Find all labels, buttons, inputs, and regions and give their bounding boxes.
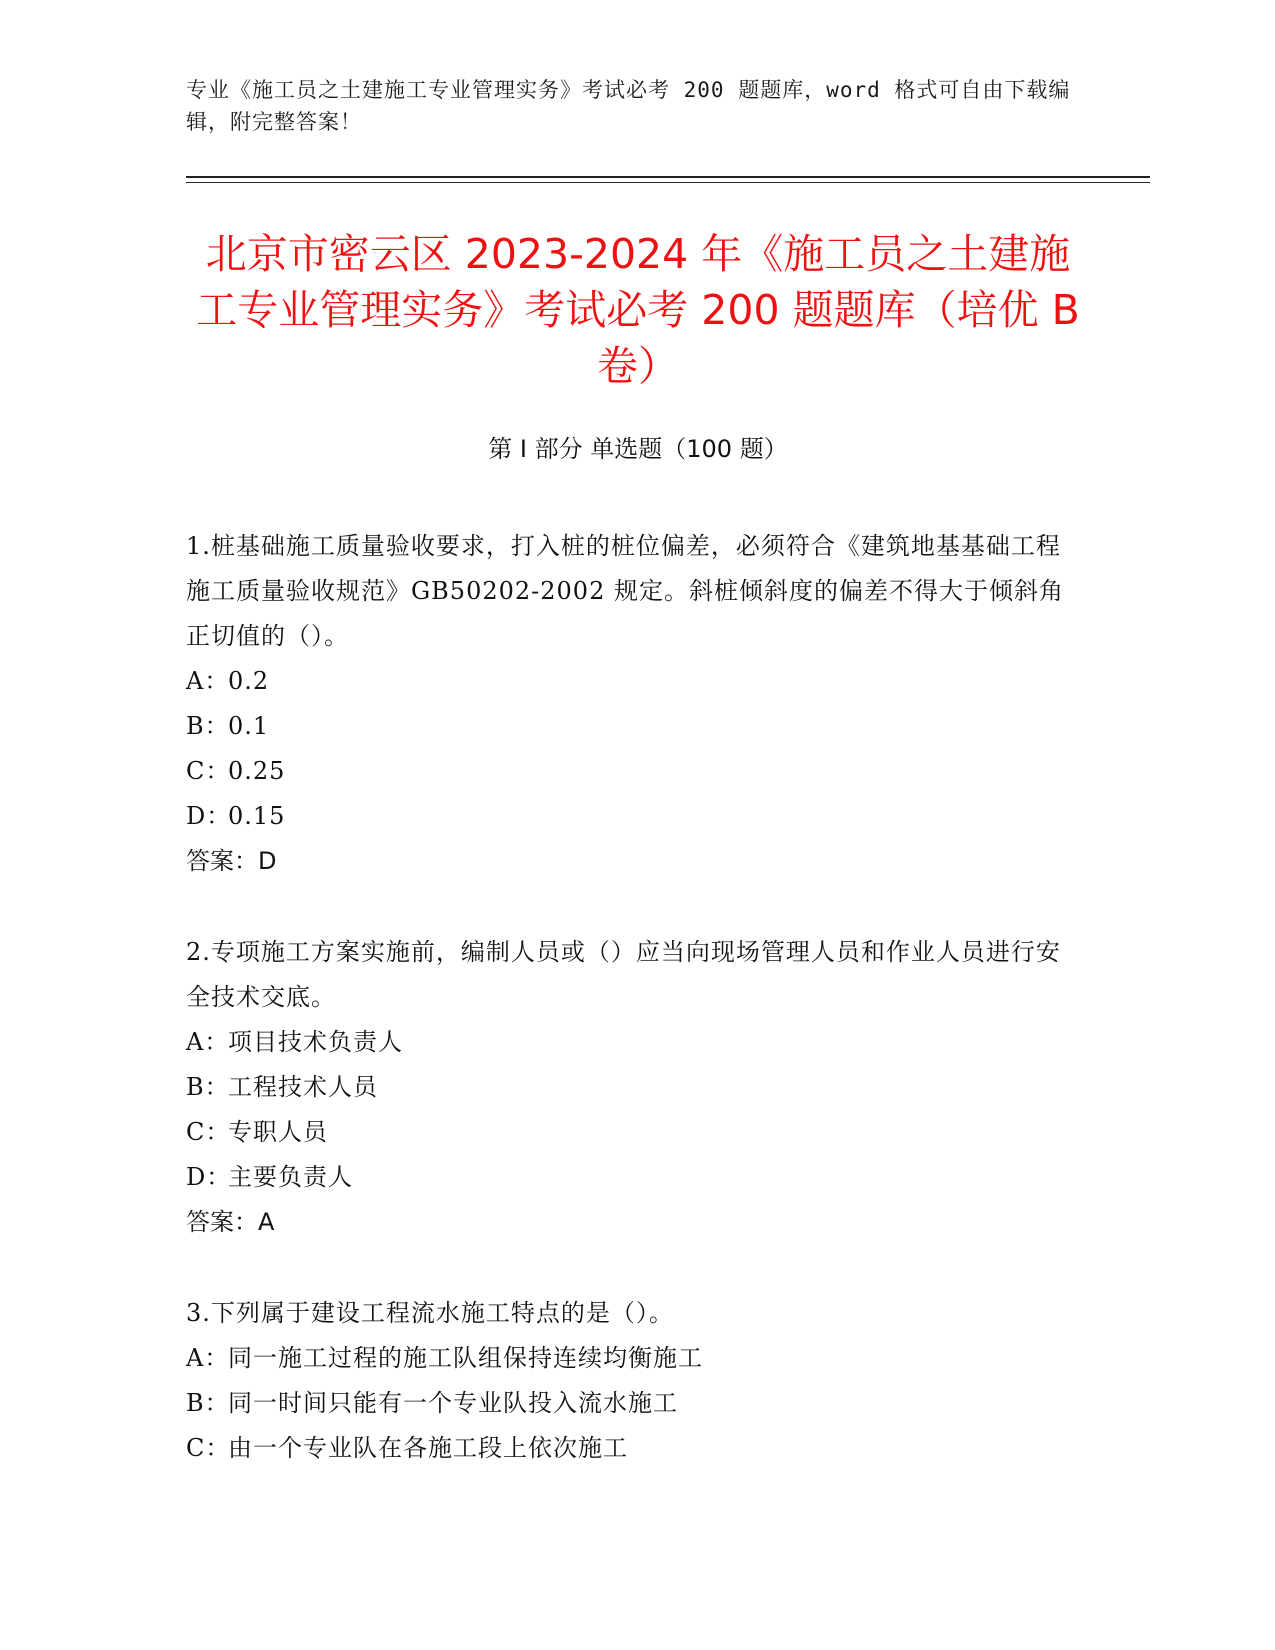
document-title: 北京市密云区 2023-2024 年《施工员之土建施工专业管理实务》考试必考 200 题题库（培优 B 卷） (196, 230, 1080, 390)
option-key: D： (186, 1163, 232, 1191)
option-text: 同一施工过程的施工队组保持连续均衡施工 (228, 1344, 703, 1372)
option-key: B： (186, 1389, 230, 1417)
question-1 (186, 524, 1076, 884)
option-key: A： (186, 1344, 230, 1372)
option-c (186, 1426, 1076, 1471)
option-key: C： (186, 1434, 231, 1462)
option-text: 0.2 (228, 667, 270, 695)
option-text: 同一时间只能有一个专业队投入流水施工 (228, 1389, 678, 1417)
option-text: 0.15 (228, 802, 286, 830)
option-text: 专职人员 (228, 1118, 328, 1146)
option-key: C： (186, 757, 231, 785)
option-d (186, 794, 1076, 839)
option-text: 主要负责人 (228, 1163, 353, 1191)
option-a (186, 1336, 1076, 1381)
question-stem: 1.桩基础施工质量验收要求，打入桩的桩位偏差，必须符合《建筑地基基础工程施工质量验收规范》GB50202-2002 规定。斜桩倾斜度的偏差不得大于倾斜角正切值的（）。 (186, 532, 1064, 650)
option-b (186, 1065, 1076, 1110)
question-list (186, 524, 1076, 1517)
option-text: 项目技术负责人 (228, 1028, 403, 1056)
option-b (186, 1381, 1076, 1426)
option-text: 0.25 (228, 757, 286, 785)
question-2 (186, 930, 1076, 1245)
option-key: C： (186, 1118, 231, 1146)
section-heading: 第 I 部分 单选题（100 题） (488, 435, 788, 463)
option-d (186, 1155, 1076, 1200)
option-text: 0.1 (228, 712, 270, 740)
option-key: A： (186, 667, 230, 695)
option-text: 工程技术人员 (228, 1073, 378, 1101)
answer-line: 答案：D (186, 847, 277, 875)
option-a (186, 1020, 1076, 1065)
option-b (186, 704, 1076, 749)
option-key: B： (186, 1073, 230, 1101)
header-divider-thick (186, 176, 1150, 178)
question-stem: 2.专项施工方案实施前，编制人员或（）应当向现场管理人员和作业人员进行安全技术交底。 (186, 938, 1061, 1011)
answer-line: 答案：A (186, 1208, 275, 1236)
question-3 (186, 1291, 1076, 1471)
question-stem: 3.下列属于建设工程流水施工特点的是（）。 (186, 1299, 674, 1327)
option-key: A： (186, 1028, 230, 1056)
option-key: B： (186, 712, 230, 740)
option-key: D： (186, 802, 232, 830)
header-note: 专业《施工员之土建施工专业管理实务》考试必考 200 题题库，word 格式可自由下载编辑，附完整答案！ (186, 78, 1071, 134)
option-a (186, 659, 1076, 704)
header-divider-thin (186, 182, 1150, 183)
option-text: 由一个专业队在各施工段上依次施工 (228, 1434, 628, 1462)
option-c (186, 749, 1076, 794)
option-c (186, 1110, 1076, 1155)
